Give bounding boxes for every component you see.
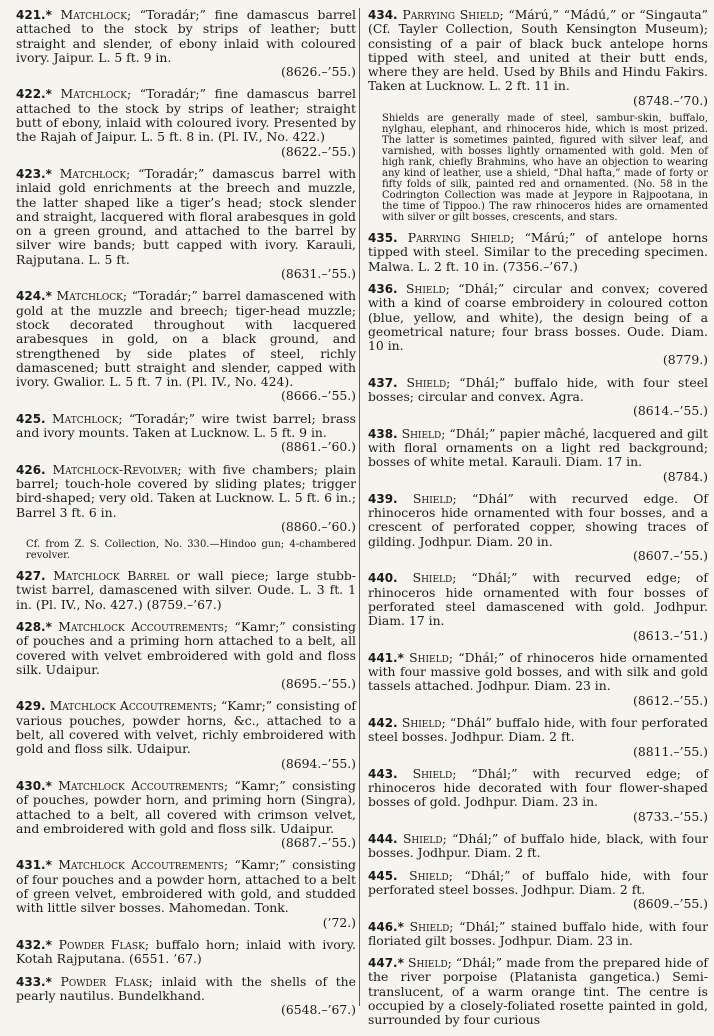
- entry-description: ; “Kamr;” consisting of four pouches and a powder horn, attached to a belt of green velvet, embroidered with gold, and studded with little silver bosses. Mahomedan. Tonk.: [16, 857, 356, 916]
- registration-number: (8811.–’55.): [633, 743, 708, 759]
- entry-number: 433.*: [16, 974, 52, 989]
- entry-number: 423.*: [16, 166, 52, 181]
- entry-number: 426.: [16, 462, 46, 477]
- entry-heading: Matchlock Accoutrements: [58, 777, 224, 793]
- entry-description: ; “Márú;” of antelope horns tipped with steel. Similar to the preceding specimen. Malwa. L. 2 ft. 10 in. (7356.–’67.): [368, 230, 708, 274]
- registration-number: (8860.–’60.): [281, 518, 356, 534]
- entry-description: ; “Dhál;” stained buffalo hide, with four floriated gilt bosses. Jodhpur. Diam. 23 in.: [368, 918, 708, 948]
- entry-description: ; with five chambers; plain barrel; touch-hole covered by sliding plates; trigger bird-shaped; very old. Taken at Lucknow. L. 5 ft. 6 in.; Barrel 3 ft. 6 in.: [16, 461, 356, 520]
- entry-heading: Matchlock: [59, 165, 127, 181]
- catalogue-entry: [368, 376, 708, 419]
- entry-number: 447.*: [368, 956, 404, 971]
- entry-description: ; “Dhál;” of buffalo hide, black, with four bosses. Jodhpur. Diam. 2 ft.: [368, 831, 708, 861]
- registration-number: (8607.–’55.): [633, 548, 708, 564]
- catalogue-entry: [16, 779, 356, 850]
- entry-number: 432.*: [16, 937, 52, 952]
- registration-number: (8626.–’55.): [281, 64, 356, 80]
- registration-number: (8609.–’55.): [633, 896, 708, 912]
- entry-heading: Shield: [412, 765, 453, 781]
- entry-description: ; “Dhál;” buffalo hide, with four steel bosses; circular and convex. Agra.: [368, 374, 708, 405]
- registration-number: (8694.–’55.): [281, 755, 356, 771]
- registration-number: (8622.–’55.): [281, 143, 356, 159]
- catalogue-entry: [16, 167, 356, 281]
- catalogue-entry: [16, 8, 356, 79]
- catalogue-entry: [368, 651, 708, 708]
- entry-heading: Shield: [409, 867, 449, 883]
- catalogue-entry: [16, 938, 356, 967]
- entry-number: 431.*: [16, 858, 52, 873]
- column-divider: [359, 8, 360, 1006]
- catalogue-entry: [16, 620, 356, 691]
- catalogue-entry: [16, 699, 356, 770]
- entry-description: ; “Kamr;” consisting of pouches, powder horn, and priming horn (Singra), attached to a belt, all covered with crimson velvet, and embroidered with gold and floss silk. Udaipur.: [16, 777, 356, 836]
- catalogue-entry: [368, 956, 708, 1027]
- left-column: [16, 8, 356, 1025]
- catalogue-entry: [16, 412, 356, 455]
- entry-number: 440.: [368, 571, 398, 586]
- registration-number: (6548.–’67.): [281, 1002, 356, 1018]
- catalogue-entry: [368, 767, 708, 824]
- entry-heading: Matchlock: [56, 288, 123, 304]
- registration-number: (8613.–’51.): [633, 627, 708, 643]
- catalogue-entry: [16, 463, 356, 534]
- entry-description: ; “Toradár;” damascus barrel with inlaid gold enrichments at the breech and muzzle, the latter shaped like a tiger’s head; stock slender and straight, lacquered with floral arabesques in gold on a green ground, and attached to the barrel by silver wire bands; butt capped with ivory. Karauli, Rajputana. L. 5 ft.: [16, 165, 356, 267]
- entry-number: 442.: [368, 715, 398, 730]
- catalogue-entry: [368, 832, 708, 861]
- entry-number: 428.*: [16, 619, 52, 634]
- entry-heading: Powder Flask: [60, 973, 149, 989]
- catalogue-entry: [368, 716, 708, 759]
- catalogue-entry: [16, 975, 356, 1018]
- entry-description: ; “Dhál;” of buffalo hide, with four perforated steel bosses. Jodhpur. Diam. 2 ft.: [368, 867, 708, 897]
- entry-number: 430.*: [16, 778, 52, 793]
- entry-heading: Shield: [412, 570, 453, 586]
- entry-heading: Matchlock Barrel: [53, 568, 169, 584]
- entry-description: ; “Dhál;” with recurved edge; of rhinoceros hide decorated with four flower-shaped bosses of gold. Jodhpur. Diam. 23 in.: [368, 765, 708, 810]
- right-column: [368, 8, 708, 1036]
- entry-heading: Matchlock Accoutrements: [49, 698, 213, 714]
- catalogue-entry: [368, 231, 708, 274]
- registration-number: (8861.–’60.): [281, 439, 356, 455]
- catalogue-entry: [16, 569, 356, 612]
- entry-heading: Shield: [409, 918, 450, 934]
- entry-description: ; “Márú,” “Mádú,” or “Singauta” (Cf. Tayler Collection, South Kensington Museum); consisting of a pair of black buck antelope horns tipped with steel, and united at their butt ends, where they are held. Used by Bhils and Hindu Fakirs. Taken at Lucknow. L. 2 ft. 11 in.: [368, 7, 708, 94]
- entry-heading: Matchlock: [60, 86, 127, 102]
- catalogue-entry: [368, 427, 708, 484]
- entry-number: 422.*: [16, 87, 52, 102]
- entry-heading: Powder Flask: [58, 936, 145, 952]
- catalogue-entry: [368, 920, 708, 949]
- registration-number: (’72.): [322, 914, 356, 930]
- entry-description: ; “Dhál;” with recurved edge; of rhinoceros hide ornamented with four bosses of perforated steel damascened with gold. Jodhpur. Diam. 17 in.: [368, 570, 708, 629]
- entry-number: 439.: [368, 491, 398, 506]
- registration-number: (8695.–’55.): [281, 676, 356, 692]
- entry-description: or wall piece; large stubb-twist barrel, damascened with silver. Oude. L. 3 ft. 1 in. (Pl. IV., No. 427.) (8759.–’67.): [16, 568, 356, 612]
- catalogue-entry: [16, 858, 356, 929]
- catalogue-entry: [368, 492, 708, 563]
- registration-number: (8733.–’55.): [633, 808, 708, 824]
- entry-heading: Shield: [406, 374, 447, 390]
- entry-heading: Parrying Shield: [402, 7, 500, 22]
- entry-heading: Parrying Shield: [407, 230, 511, 246]
- entry-heading: Shield: [406, 280, 446, 296]
- registration-number: (8612.–’55.): [633, 692, 708, 708]
- entry-number: 446.*: [368, 919, 404, 934]
- entry-description: ; “Dhál;” made from the prepared hide of the river porpoise (Platanista gangetica.) Semi-translucent, of a warm orange tint. The centre is occupied by a closely-foliated rosette painted in gold, surrounded by four curious: [368, 955, 708, 1028]
- entry-number: 421.*: [16, 8, 52, 22]
- entry-description: ; “Toradár;” barrel damascened with gold at the muzzle and breech; tiger-head muzzle; stock decorated throughout with lacquered arabesques in gold, on a black ground, and strengthened by side plates of steel, richly damascened; butt straight and slender, capped with ivory. Gwalior. L. 5 ft. 7 in. (Pl. IV., No. 424).: [16, 288, 356, 390]
- entry-heading: Shield: [408, 955, 448, 971]
- registration-number: (8631.–’55.): [281, 266, 356, 282]
- entry-heading: Matchlock Accoutrements: [58, 857, 224, 873]
- entry-number: 443.: [368, 766, 398, 781]
- entry-heading: Shield: [412, 490, 453, 506]
- entry-description: ; “Kamr;” consisting of various pouches, powder horns, &c., attached to a belt, all covered with velvet, richly embroidered with gold and floss silk. Udaipur.: [16, 698, 356, 757]
- entry-heading: Matchlock: [52, 410, 119, 426]
- catalogue-note: Cf. from Z. S. Collection, No. 330.—Hindoo gun; 4-chambered revolver.: [26, 539, 356, 562]
- entry-description: ; buffalo horn; inlaid with ivory. Kotah Rajputana. (6551. ’67.): [16, 936, 356, 967]
- entry-heading: Shield: [401, 714, 442, 730]
- entry-number: 441.*: [368, 650, 404, 665]
- entry-number: 429.: [16, 699, 46, 714]
- entry-heading: Shield: [402, 831, 443, 847]
- entry-number: 444.: [368, 832, 398, 847]
- entry-number: 445.: [368, 868, 398, 883]
- entry-description: ; “Dhál;” of rhinoceros hide ornamented with four massive gold bosses, and with silk and gold tassels attached. Jodhpur. Diam. 23 in.: [368, 649, 708, 694]
- registration-number: (8748.–’70.): [633, 92, 708, 108]
- entry-description: ; “Dhál;” papier mâché, lacquered and gilt with floral ornaments on a light red background; bosses of white metal. Karauli. Diam. 17 in.: [368, 425, 708, 470]
- entry-heading: Matchlock Accoutrements: [58, 618, 224, 634]
- entry-number: 424.*: [16, 289, 52, 304]
- catalogue-entry: [16, 289, 356, 403]
- entry-number: 425.: [16, 411, 46, 426]
- entry-number: 427.: [16, 569, 46, 584]
- entry-description: ; inlaid with the shells of the pearly nautilus. Bundelkhand.: [16, 973, 356, 1003]
- entry-number: 435.: [368, 231, 398, 246]
- registration-number: (8784.): [662, 468, 708, 484]
- entry-heading: Shield: [401, 425, 442, 441]
- entry-description: ; “Dhál” with recurved edge. Of rhinoceros hide ornamented with four bosses, and a crescent of perforated copper, showing traces of gilding. Jodhpur. Diam. 20 in.: [368, 490, 708, 549]
- catalogue-note: Shields are generally made of steel, sambur-skin, buffalo, nylghau, elephant, and rhinoceros hide, which is most prized. The latter is sometimes painted, figured with silver leaf, and varnished, with bosses lightly ornamented with gold. Men of high rank, chiefly Brahmins, who have an objection to wearing any kind of leather, use a shield, “Dhal hafta,” made of forty or fifty folds of silk, painted red and ornamented. (No. 58 in the Codrington Collection was made at Jeypore in Rajpootana, in the time of Tippoo.) The raw rhinoceros hides are ornamented with silver or gilt bosses, crescents, and stars.: [382, 113, 708, 224]
- entry-description: ; “Toradár;” fine damascus barrel attached to the stock by strips of leather; butt straight and slender, of ebony inlaid with coloured ivory. Jaipur. L. 5 ft. 9 in.: [16, 7, 356, 65]
- catalogue-entry: [368, 8, 708, 108]
- registration-number: (8779.): [662, 352, 708, 368]
- entry-description: ; “Dhál;” circular and convex; covered with a kind of coarse embroidery in coloured cotton (blue, yellow, and white), the design being of a geometrical nature; four brass bosses. Oude. Diam. 10 in.: [368, 280, 708, 354]
- registration-number: (8687.–’55.): [281, 835, 356, 851]
- entry-number: 436.: [368, 281, 398, 296]
- catalogue-entry: [368, 571, 708, 642]
- catalogue-entry: [16, 87, 356, 158]
- entry-description: ; “Toradár;” wire twist barrel; brass and ivory mounts. Taken at Lucknow. L. 5 ft. 9 in.: [16, 410, 356, 441]
- entry-description: ; “Kamr;” consisting of pouches and a priming horn attached to a belt, all covered with velvet embroidered with gold and floss silk. Udaipur.: [16, 618, 356, 677]
- entry-description: ; “Dhál” buffalo hide, with four perforated steel bosses. Jodhpur. Diam. 2 ft.: [368, 714, 708, 745]
- catalogue-entry: [368, 282, 708, 368]
- entry-number: 438.: [368, 426, 398, 441]
- registration-number: (8666.–’55.): [281, 388, 356, 404]
- entry-number: 434.: [368, 8, 398, 22]
- entry-heading: Matchlock: [60, 7, 127, 22]
- entry-heading: Shield: [409, 649, 449, 665]
- registration-number: (8614.–’55.): [633, 403, 708, 419]
- catalogue-entry: [368, 869, 708, 912]
- entry-description: ; “Toradár;” fine damascus barrel attached to the stock by strips of leather; straight butt of ebony, inlaid with coloured ivory. Presented by the Rajah of Jaipur. L. 5 ft. 8 in. (Pl. IV., No. 422.): [16, 86, 356, 145]
- entry-number: 437.: [368, 375, 398, 390]
- entry-heading: Matchlock-Revolver: [52, 461, 178, 477]
